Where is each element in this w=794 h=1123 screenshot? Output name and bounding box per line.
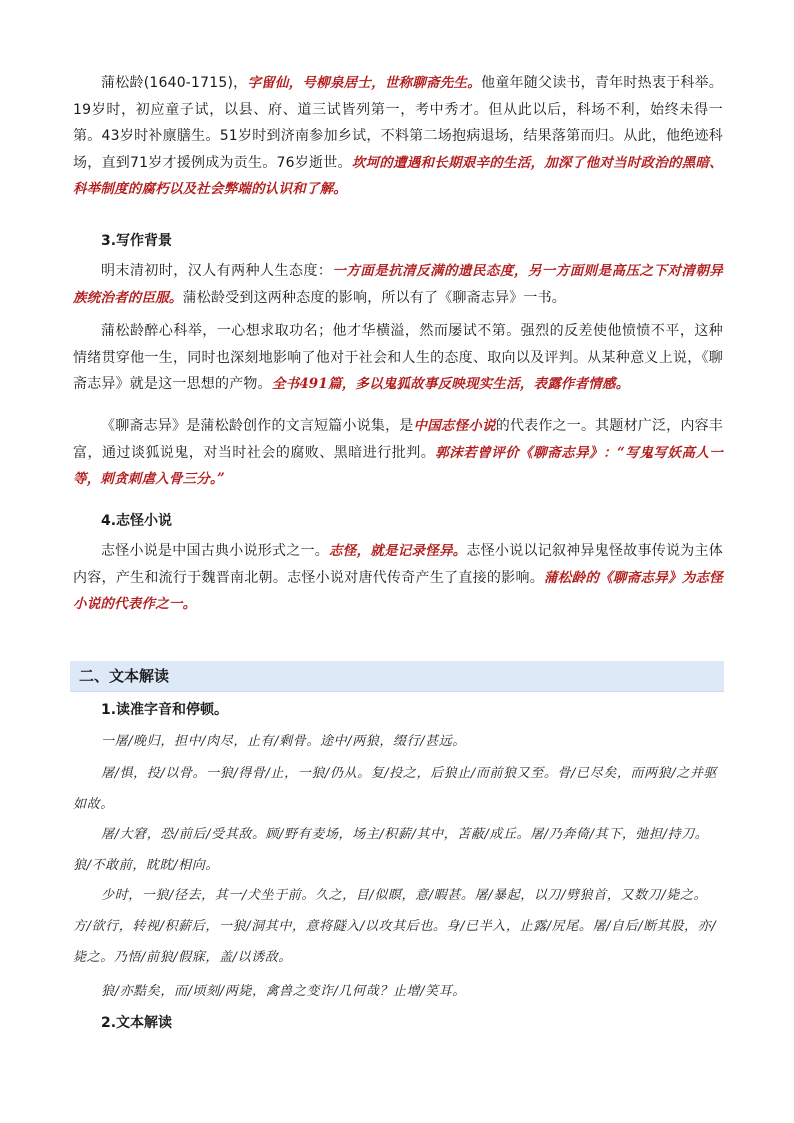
heading-text-interpretation: 2.文本解读 [101,1015,173,1031]
author-paragraph [73,70,723,203]
author-highlight-2: 坎坷的遭遇和长期艰辛的生活，加深了他对当时政治的黑暗、科举制度的腐朽以及社会弊端的认识和了解。 [73,154,724,197]
zhiguai-text-2: 志怪小说以记叙神异鬼怪故事传说为主体内容，产生和流行于魏晋南北朝。志怪小说对唐代传奇产生了直接的影响。 [73,543,723,586]
background-text-2: 蒲松龄受到这两种态度的影响，所以有了《聊斋志异》一书。 [182,289,567,306]
heading-writing-background: 3.写作背景 [101,233,173,249]
liaozhai-highlight-2: 郭沫若曾评价《聊斋志异》：“写鬼写妖高人一等，刺贪刺虐入骨三分。” [73,444,724,487]
liaozhai-paragraph [73,413,723,493]
liaozhai-text-2: 的代表作之一。其题材广泛，内容丰富，通过谈狐说鬼，对当时社会的腐败、黑暗进行批判。 [73,418,723,461]
heading-zhiguai: 4.志怪小说 [101,513,173,529]
background-paragraph [73,258,723,311]
classical-line: 一屠/晚归，担中/肉尽，止有/剩骨。途中/两狼，缀行/甚远。 [101,734,466,749]
zhiguai-text-1: 志怪小说是中国古典小说形式之一。 [101,543,330,559]
background-text-1: 明末清初时，汉人有两种人生态度： [101,263,333,279]
author-text-2: 他童年随父读书，青年时热衷于科举。19岁时，初应童子试，以县、府、道三试皆列第一，考中秀才。但从此以后，科场不利，始终未得一第。43岁时补廪膳生。51岁时到济南参加乡试，不料第二场抱病退场，结果落第而归。从此，他绝迹科场，直到71岁才援例成为贡生。76岁逝世。 [73,75,724,171]
classical-line: 屠/惧，投/以骨。一狼/得骨/止，一狼/仍从。复/投之，后狼止/而前狼又至。骨/已尽矣，而两狼/之并驱如故。 [73,766,718,812]
classical-line: 少时，一狼/径去，其一/犬坐于前。久之，目/似瞑，意/暇甚。屠/暴起，以刀/劈狼首，又数刀/毙之。方/欲行，转视/积薪后，一狼/洞其中，意将隧入/以攻其后也。身/已半入，止露/尻尾。屠/自后/断其股，亦/毙之。乃悟/前狼/假寐，盖/以诱敌。 [73,888,717,965]
zhiguai-paragraph [73,538,723,618]
liaozhai-text-1: 《聊斋志异》是蒲松龄创作的文言短篇小说集，是 [101,418,414,434]
liaozhai-highlight-1: 中国志怪小说 [413,418,496,434]
exam-highlight: 全书491篇，多以鬼狐故事反映现实生活，表露作者情感。 [271,376,630,392]
background-highlight: 一方面是抗清反满的遗民态度，另一方面则是高压之下对清朝异族统治者的臣服。 [73,263,723,306]
zhiguai-highlight-1: 志怪，就是记录怪异。 [329,543,467,559]
imperial-exam-paragraph [73,318,723,398]
zhiguai-highlight-2: 蒲松龄的《聊斋志异》为志怪小说的代表作之一。 [73,569,723,612]
section-header-band [70,661,724,692]
classical-line: 屠/大窘，恐/前后/受其敌。顾/野有麦场，场主/积薪/其中，苫蔽/成丘。屠/乃奔倚/其下，弛担/持刀。狼/不敢前，眈眈/相向。 [73,827,709,873]
exam-text: 蒲松龄醉心科举，一心想求取功名；他才华横溢，然而屡试不第。强烈的反差使他愤愤不平，这种情绪贯穿他一生，同时也深刻地影响了他对于社会和人生的态度、取向以及评判。从某种意义上说，《聊斋志异》就是这一思想的产物。 [73,323,723,392]
section-title: 二、文本解读 [79,667,170,685]
classical-line: 狼/亦黠矣，而/顷刻/两毙，禽兽之变诈/几何哉？止增/笑耳。 [101,984,466,999]
author-text-1: 蒲松龄(1640-1715)， [101,75,248,91]
author-highlight-1: 字留仙，号柳泉居士，世称聊斋先生。 [247,75,481,91]
heading-pronunciation: 1.读准字音和停顿。 [101,702,229,718]
